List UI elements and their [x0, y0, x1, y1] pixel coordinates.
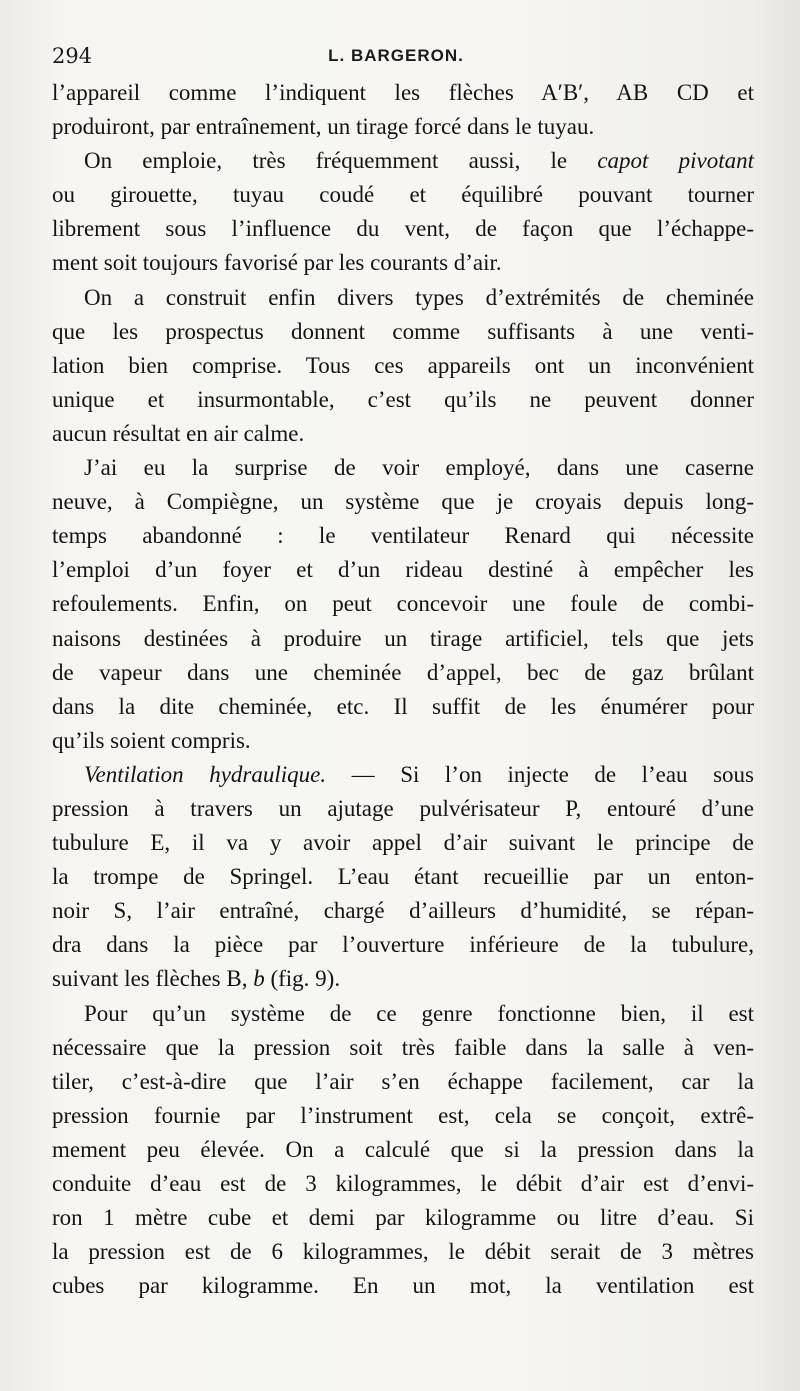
- running-head: L. BARGERON.: [328, 46, 464, 65]
- page-number: 294: [52, 44, 93, 68]
- text-line: mement peu élevée. On a calculé que si la pression dans la: [52, 1136, 754, 1162]
- paragraph-2: [52, 144, 754, 280]
- text-line: ron 1 mètre cube et demi par kilogramme ou litre d’eau. Si: [52, 1205, 754, 1231]
- text-line: l’appareil comme l’indiquent les flèches A′B′, AB CD et: [52, 80, 754, 105]
- italic-letter: b: [253, 966, 265, 992]
- text-line: dra dans la pièce par l’ouverture inférieure de la tubulure,: [52, 932, 754, 958]
- page-header: [52, 44, 740, 74]
- text-line: refoulements. Enfin, on peut concevoir une foule de combi-: [52, 591, 754, 617]
- body-text: [52, 76, 754, 1303]
- italic-term: capot pivotant: [597, 148, 754, 174]
- text-line: qu’ils soient compris.: [52, 727, 251, 753]
- text-line: aucun résultat en air calme.: [52, 420, 305, 446]
- text-line: [52, 144, 754, 178]
- text-fragment: On emploie, très fréquemment aussi, le: [84, 148, 598, 174]
- text-line: temps abandonné : le ventilateur Renard qui nécessite: [52, 523, 754, 549]
- text-fragment: (fig. 9).: [264, 966, 341, 992]
- text-fragment: — Si l’on injecte de l’eau sous: [326, 761, 754, 787]
- text-line: librement sous l’influence du vent, de façon que l’échappe-: [52, 216, 754, 242]
- paragraph-1: [52, 76, 754, 144]
- paragraph-4: [52, 451, 754, 758]
- text-line: tiler, c’est-à-dire que l’air s’en échappe facilement, car la: [52, 1068, 754, 1094]
- text-line: la pression est de 6 kilogrammes, le débit serait de 3 mètres: [52, 1239, 754, 1265]
- text-line: pression à travers un ajutage pulvérisateur P, entouré d’une: [52, 795, 754, 821]
- text-line: ment soit toujours favorisé par les courants d’air.: [52, 250, 502, 276]
- paragraph-3: [52, 281, 754, 451]
- text-line: ou girouette, tuyau coudé et équilibré pouvant tourner: [52, 182, 754, 208]
- text-line: la trompe de Springel. L’eau étant recueillie par un enton-: [52, 864, 754, 890]
- text-line: tubulure E, il va y avoir appel d’air suivant le principe de: [52, 830, 754, 856]
- paragraph-6: [52, 997, 754, 1304]
- text-line: pression fournie par l’instrument est, cela se conçoit, extrê-: [52, 1102, 754, 1128]
- text-line: produiront, par entraînement, un tirage forcé dans le tuyau.: [52, 114, 595, 140]
- text-line: conduite d’eau est de 3 kilogrammes, le débit d’air est d’envi-: [52, 1171, 754, 1196]
- text-line: Pour qu’un système de ce genre fonctionne bien, il est: [84, 1000, 754, 1026]
- text-line: On a construit enfin divers types d’extrémités de cheminée: [84, 284, 754, 310]
- text-line: que les prospectus donnent comme suffisants à une venti-: [52, 318, 754, 344]
- text-line: noir S, l’air entraîné, chargé d’ailleurs d’humidité, se répan-: [52, 898, 754, 924]
- text-line: naisons destinées à produire un tirage artificiel, tels que jets: [52, 625, 754, 651]
- text-line: lation bien comprise. Tous ces appareils ont un inconvénient: [52, 352, 754, 378]
- text-line: neuve, à Compiègne, un système que je croyais depuis long-: [52, 489, 754, 515]
- text-line: [52, 962, 754, 996]
- text-line: J’ai eu la surprise de voir employé, dans une caserne: [84, 455, 754, 481]
- text-fragment: suivant les flèches B,: [52, 966, 254, 992]
- text-line: de vapeur dans une cheminée d’appel, bec de gaz brûlant: [52, 659, 754, 685]
- text-line: unique et insurmontable, c’est qu’ils ne peuvent donner: [52, 386, 754, 412]
- text-line: nécessaire que la pression soit très faible dans la salle à ven-: [52, 1034, 754, 1060]
- text-line: dans la dite cheminée, etc. Il suffit de les énumérer pour: [52, 693, 754, 719]
- section-title: Ventilation hydraulique.: [84, 761, 327, 787]
- paragraph-5: [52, 758, 754, 997]
- text-line: l’emploi d’un foyer et d’un rideau destiné à empêcher les: [52, 557, 754, 583]
- text-line: [52, 758, 754, 792]
- text-line: cubes par kilogramme. En un mot, la ventilation est: [52, 1273, 754, 1299]
